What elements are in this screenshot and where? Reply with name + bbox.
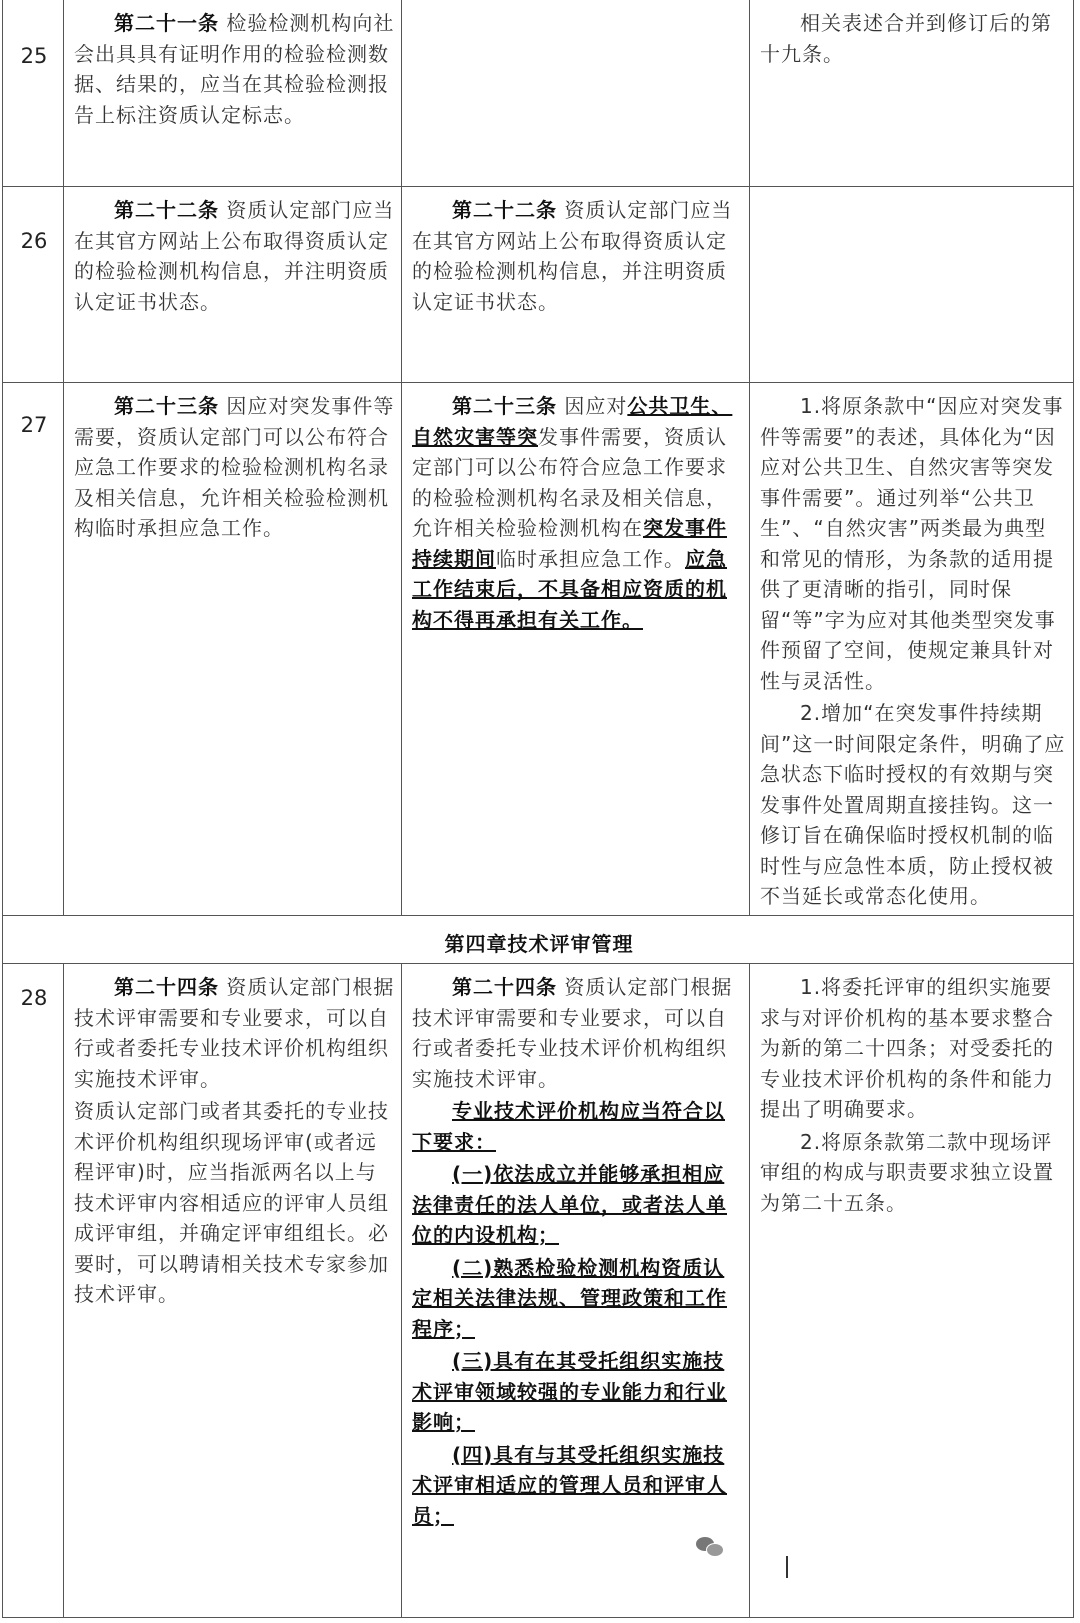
wechat-watermark-icon [696, 1535, 726, 1557]
article-text: 资质认定部门根据技术评审需要和专业要求，可以自行或者委托专业技术评价机构组织实施技术评审。 [74, 975, 395, 1091]
table-row [2, 964, 1074, 1618]
revised-text-cell [402, 187, 750, 382]
article-text: 资质认定部门应当在其官方网站上公布取得资质认定的检验检测机构信息，并注明资质认定证书状态。 [74, 198, 395, 314]
original-text-cell [64, 0, 402, 186]
article-text: 检验检测机构向社会出具具有证明作用的检验检测数据、结果的，应当在其检验检测报告上标注资质认定标志。 [74, 11, 395, 127]
row-number: 28 [20, 986, 48, 1010]
article-title: 第二十三条 [114, 394, 219, 418]
article-title: 第二十四条 [452, 975, 557, 999]
row-number: 26 [20, 229, 48, 253]
note-cell [750, 0, 1074, 186]
row-number: 25 [20, 44, 48, 68]
row-number: 27 [20, 413, 48, 437]
added-item: (四)具有与其受托组织实施技术评审相适应的管理人员和评审人员； [412, 1442, 727, 1528]
added-text: 应急工作结束后，不具备相应资质的机构不得再承担有关工作。 [412, 546, 727, 632]
added-item: 专业技术评价机构应当符合以下要求： [412, 1099, 725, 1154]
chapter-row [2, 916, 1074, 964]
added-item: (二)熟悉检验检测机构资质认定相关法律法规、管理政策和工作程序； [412, 1255, 727, 1341]
row-number-cell [2, 0, 64, 186]
row-number-cell [2, 964, 64, 1617]
row-number-cell [2, 383, 64, 915]
row-number-cell [2, 187, 64, 382]
article-title: 第二十一条 [114, 11, 219, 35]
revised-text-cell: 第二十三条 因应对公共卫生、自然灾害等突发事件需要，资质认定部门可以公布符合应急工作要求的检验检测机构名录及相关信息，允许相关检验检测机构在突发事件持续期间临时承担应急工作。应急工作结束后，不具备相应资质的机构不得再承担有关工作。 [402, 383, 750, 915]
added-item: (一)依法成立并能够承担相应法律责任的法人单位，或者法人单位的内设机构； [412, 1162, 727, 1247]
original-text-cell [64, 383, 402, 915]
note-paragraph: 相关表述合并到修订后的第十九条。 [760, 11, 1052, 66]
note-paragraph: 1.将原条款中“因应对突发事件等需要”的表述，具体化为“因应对公共卫生、自然灾害等突发事件需要”。通过列举“公共卫生”、“自然灾害”两类最为典型和常见的情形，为条款的适用提供了更清晰的指引，同时保留“等”字为应对其他类型突发事件预留了空间，使规定兼具针对性与灵活性。 [760, 394, 1064, 693]
revised-text-cell [402, 964, 750, 1617]
chapter-heading: 第四章技术评审管理 [444, 932, 634, 956]
article-title: 第二十二条 [452, 198, 557, 222]
comparison-table [2, 0, 1074, 1620]
article-text: 资质认定部门应当在其官方网站上公布取得资质认定的检验检测机构信息，并注明资质认定证书状态。 [412, 198, 733, 314]
note-cell [750, 383, 1074, 915]
note-cell [750, 964, 1074, 1617]
revised-text-cell [402, 0, 750, 186]
article-title: 第二十三条 [452, 394, 557, 418]
article-text: 因应对突发事件等需要，资质认定部门可以公布符合应急工作要求的检验检测机构名录及相关信息，允许相关检验检测机构临时承担应急工作。 [74, 394, 395, 540]
added-item: (三)具有在其受托组织实施技术评审领域较强的专业能力和行业影响； [412, 1349, 727, 1434]
original-text-cell [64, 187, 402, 382]
note-cell [750, 187, 1074, 382]
table-row [2, 0, 1074, 187]
article-title: 第二十四条 [114, 975, 219, 999]
added-text: 公共卫生、自然灾害等突 [412, 394, 733, 449]
text-cursor-icon [786, 1556, 788, 1578]
note-paragraph: 2.将原条款第二款中现场评审组的构成与职责要求独立设置为第二十五条。 [760, 1129, 1054, 1215]
added-text: 突发事件持续期间 [412, 516, 727, 571]
note-paragraph: 1.将委托评审的组织实施要求与对评价机构的基本要求整合为新的第二十四条；对受委托的专业技术评价机构的条件和能力提出了明确要求。 [760, 975, 1054, 1121]
article-text: 资质认定部门或者其委托的专业技术评价机构组织现场评审(或者远程评审)时，应当指派两名以上与技术评审内容相适应的评审人员组成评审组，并确定评审组组长。必要时，可以聘请相关技术专家参加技术评审。 [74, 1099, 389, 1306]
original-text-cell [64, 964, 402, 1617]
table-row [2, 383, 1074, 916]
table-row [2, 187, 1074, 383]
article-text: 资质认定部门根据技术评审需要和专业要求，可以自行或者委托专业技术评价机构组织实施技术评审。 [412, 975, 733, 1091]
article-title: 第二十二条 [114, 198, 219, 222]
note-paragraph: 2.增加“在突发事件持续期间”这一时间限定条件，明确了应急状态下临时授权的有效期与突发事件处置周期直接挂钩。这一修订旨在确保临时授权机制的临时性与应急性本质，防止授权被不当延长或常态化使用。 [760, 701, 1066, 908]
